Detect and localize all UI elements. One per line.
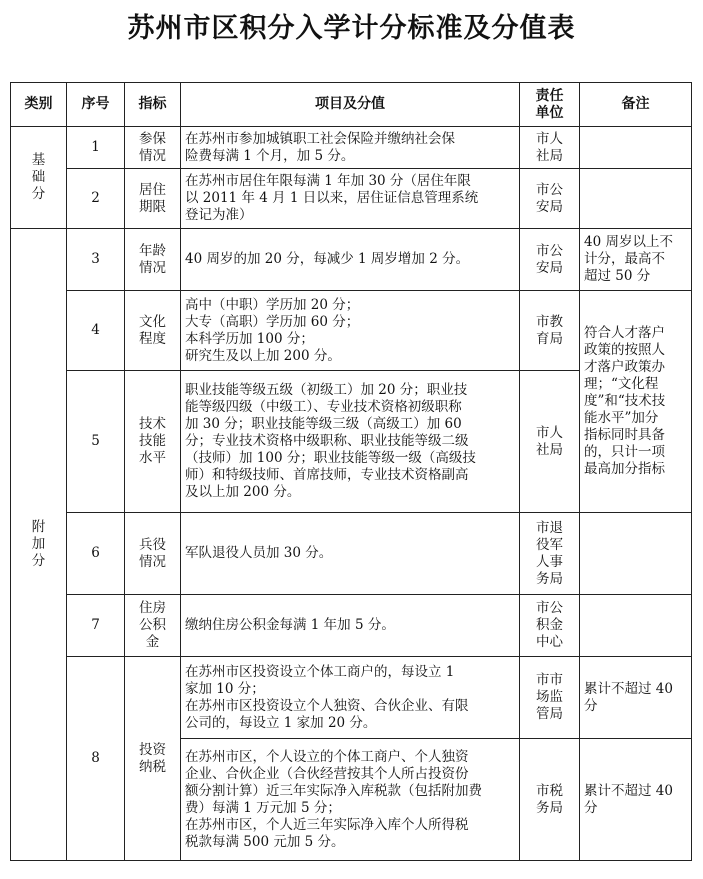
- row-unit: 市教 育局: [520, 291, 580, 371]
- row-unit: 市税 务局: [520, 739, 580, 861]
- row-indicator: 年龄 情况: [125, 229, 181, 291]
- table-row: [11, 127, 692, 169]
- row-item: 在苏州市参加城镇职工社会保险并缴纳社会保 险费每满 1 个月，加 5 分。: [181, 127, 520, 169]
- header-indicator: 指标: [125, 83, 181, 127]
- category-basic: 基 础 分: [11, 127, 67, 229]
- row-unit: 市退 役军 人事 务局: [520, 513, 580, 595]
- table-row: [11, 229, 692, 291]
- row-number: 3: [67, 229, 125, 291]
- row-note: 40 周岁以上不 计分，最高不 超过 50 分: [580, 229, 692, 291]
- row-item: 在苏州市居住年限每满 1 年加 30 分（居住年限 以 2011 年 4 月 1 日以来，居住证信息管理系统 登记为准）: [181, 169, 520, 229]
- row-note: [580, 127, 692, 169]
- header-number: 序号: [67, 83, 125, 127]
- row-note: 累计不超过 40 分: [580, 657, 692, 739]
- row-indicator: 参保 情况: [125, 127, 181, 169]
- row-item: 40 周岁的加 20 分，每减少 1 周岁增加 2 分。: [181, 229, 520, 291]
- row-note: [580, 169, 692, 229]
- category-additional: 附 加 分: [11, 229, 67, 861]
- table-row: [11, 513, 692, 595]
- row-number: 5: [67, 371, 125, 513]
- row-number: 1: [67, 127, 125, 169]
- row-unit: 市公 积金 中心: [520, 595, 580, 657]
- scoring-table: [10, 82, 692, 861]
- row-unit: 市市 场监 管局: [520, 657, 580, 739]
- row-indicator: 投资 纳税: [125, 657, 181, 861]
- row-number: 6: [67, 513, 125, 595]
- row-unit: 市人 社局: [520, 371, 580, 513]
- row-unit: 市公 安局: [520, 169, 580, 229]
- row-note-shared: 符合人才落户 政策的按照人 才落户政策办 理；“文化程 度”和“技术技 能水平”加分 指标同时具备 的，只计一项 最高加分指标: [580, 291, 692, 513]
- header-row: [11, 83, 692, 127]
- row-number: 8: [67, 657, 125, 861]
- table-row: [11, 595, 692, 657]
- row-indicator: 文化 程度: [125, 291, 181, 371]
- row-indicator: 住房 公积 金: [125, 595, 181, 657]
- header-category: 类别: [11, 83, 67, 127]
- row-indicator: 技术 技能 水平: [125, 371, 181, 513]
- row-note: [580, 513, 692, 595]
- row-unit: 市人 社局: [520, 127, 580, 169]
- row-item: 高中（中职）学历加 20 分； 大专（高职）学历加 60 分； 本科学历加 100 分； 研究生及以上加 200 分。: [181, 291, 520, 371]
- table-row: [11, 657, 692, 739]
- table-row: [11, 169, 692, 229]
- page-title: 苏州市区积分入学计分标准及分值表: [127, 13, 576, 44]
- header-note: 备注: [580, 83, 692, 127]
- row-item: 在苏州市区，个人设立的个体工商户、个人独资 企业、合伙企业（合伙经营按其个人所占投资份 额分割计算）近三年实际净入库税款（包括附加费 费）每满 1 万元加 5 分； 在苏州市区，个人近三年实际净入库个人所得税 税款每满 500 元加 5 分。: [181, 739, 520, 861]
- row-note: 累计不超过 40 分: [580, 739, 692, 861]
- row-item: 职业技能等级五级（初级工）加 20 分；职业技 能等级四级（中级工）、专业技术资格初级职称 加 30 分；职业技能等级三级（高级工）加 60 分；专业技术资格中级职称、职业技能等级二级 （技师）加 100 分；职业技能等级一级（高级技 师）和特级技师、首席技师，专业技术资格副高 及以上加 200 分。: [181, 371, 520, 513]
- row-note: [580, 595, 692, 657]
- row-item: 军队退役人员加 30 分。: [181, 513, 520, 595]
- row-number: 4: [67, 291, 125, 371]
- header-unit: 责任 单位: [520, 83, 580, 127]
- table-row: [11, 291, 692, 371]
- row-indicator: 居住 期限: [125, 169, 181, 229]
- row-item: 在苏州市区投资设立个体工商户的，每设立 1 家加 10 分； 在苏州市区投资设立个人独资、合伙企业、有限 公司的，每设立 1 家加 20 分。: [181, 657, 520, 739]
- row-number: 7: [67, 595, 125, 657]
- header-item: 项目及分值: [181, 83, 520, 127]
- row-number: 2: [67, 169, 125, 229]
- row-indicator: 兵役 情况: [125, 513, 181, 595]
- row-unit: 市公 安局: [520, 229, 580, 291]
- row-item: 缴纳住房公积金每满 1 年加 5 分。: [181, 595, 520, 657]
